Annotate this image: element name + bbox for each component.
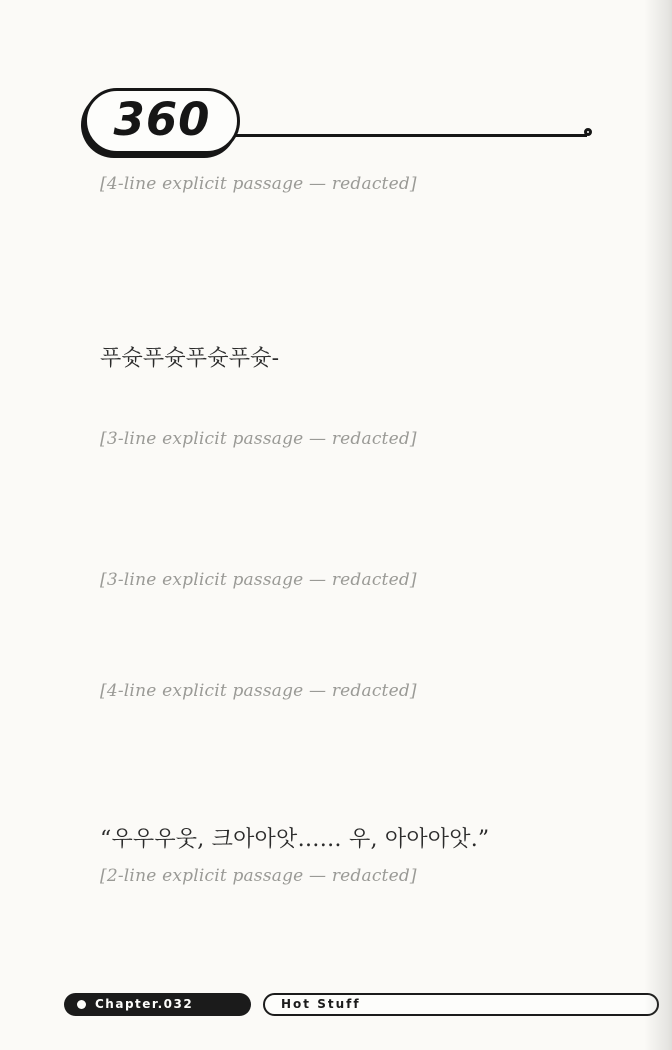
chapter-badge — [64, 993, 251, 1016]
header-rule — [225, 134, 587, 137]
paragraph-sfx: 푸슛푸슛푸슛푸슛- — [100, 346, 280, 371]
paragraph-dialogue: “우우우웃, 크아아앗…… 우, 아아아앗.” — [100, 827, 490, 852]
scan-edge-shadow — [644, 0, 672, 1050]
page-footer — [0, 993, 672, 1017]
paragraph-redacted-3: [3-line explicit passage — redacted] — [100, 570, 417, 590]
page-number-badge — [84, 88, 240, 154]
paragraph-redacted-1: [4-line explicit passage — redacted] — [100, 174, 417, 194]
page-number: 360 — [113, 92, 211, 146]
bullet-dot-icon — [77, 1000, 86, 1009]
paragraph-redacted-2: [3-line explicit passage — redacted] — [100, 429, 417, 449]
chapter-label: Chapter.032 — [95, 996, 194, 1011]
paragraph-redacted-5: [2-line explicit passage — redacted] — [100, 866, 417, 886]
book-title-badge — [263, 993, 659, 1016]
book-title-label: Hot Stuff — [281, 996, 361, 1011]
page-body — [66, 166, 606, 932]
paragraph-redacted-4: [4-line explicit passage — redacted] — [100, 681, 417, 701]
